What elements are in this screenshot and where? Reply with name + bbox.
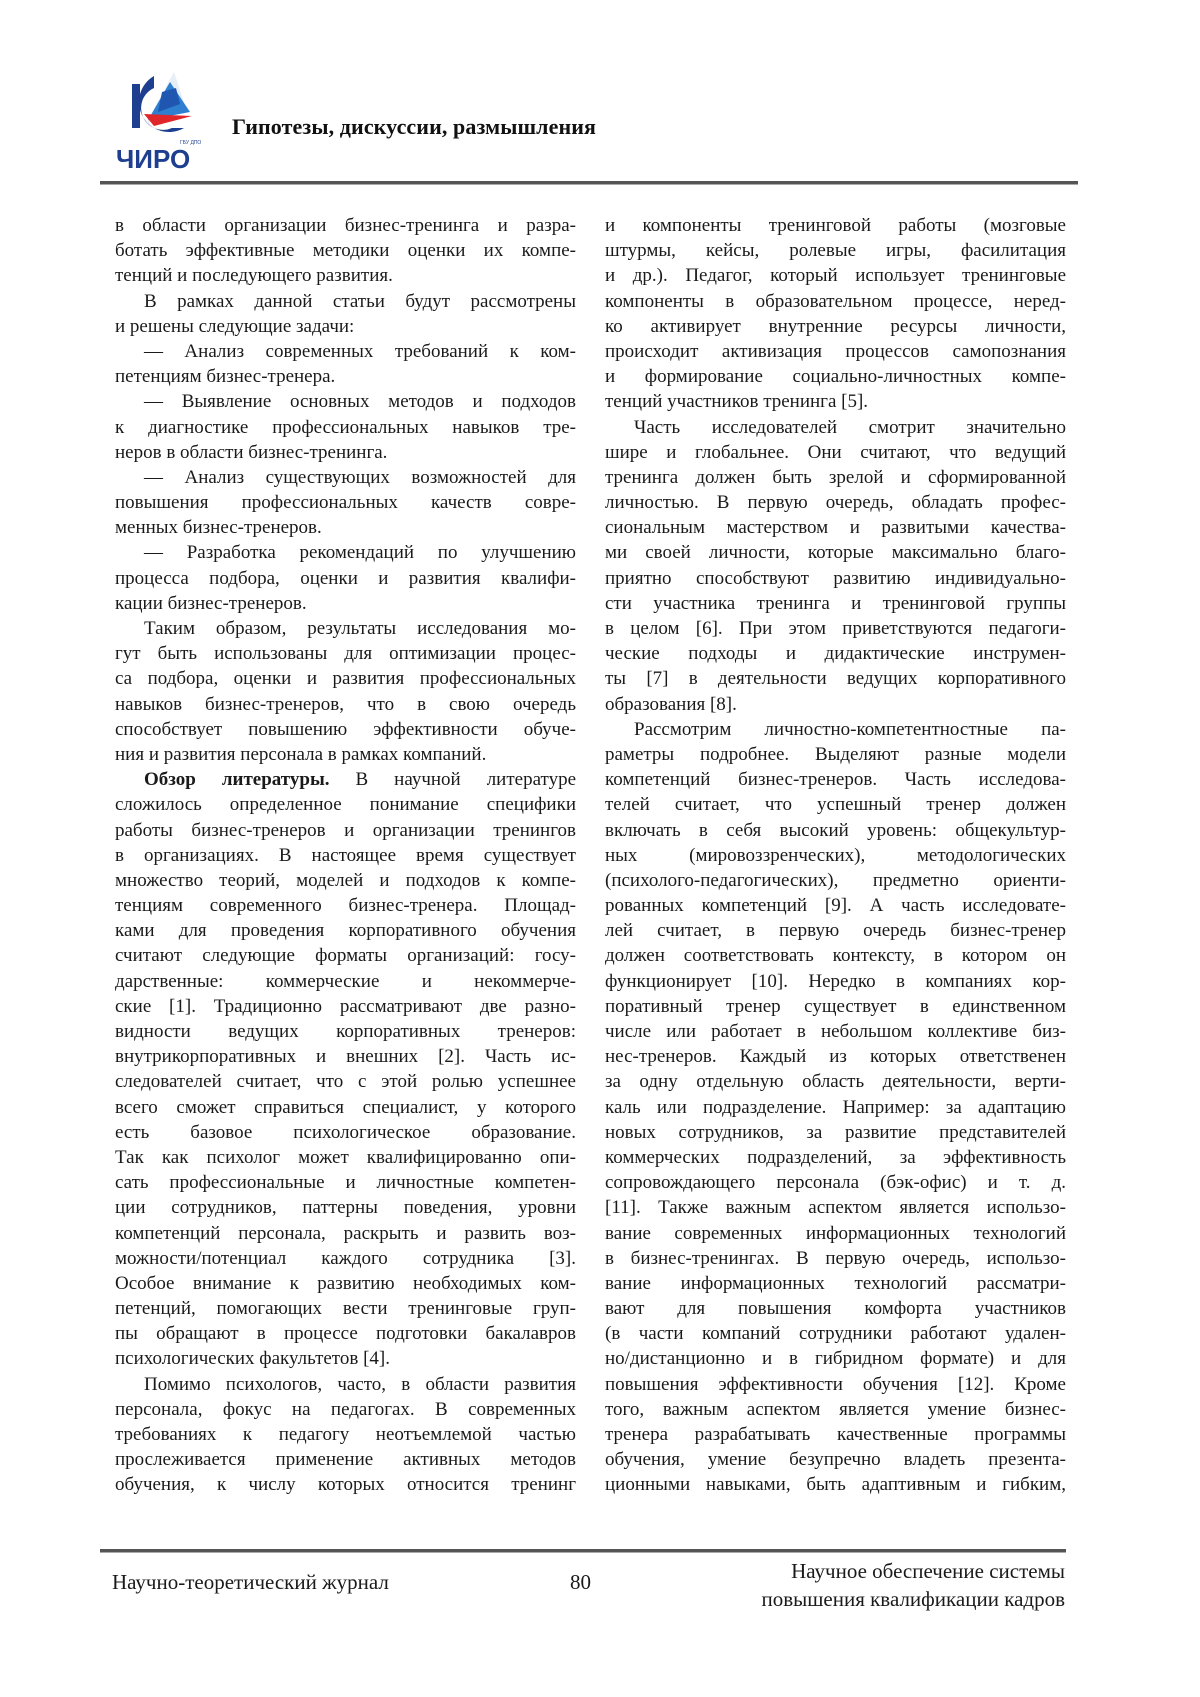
text-line: ко активирует внутренние ресурсы личности, bbox=[605, 314, 1066, 339]
text-line: навыков бизнес-тренеров, что в свою очередь bbox=[115, 692, 576, 717]
text-line: включать в себя высокий уровень: общекультур- bbox=[605, 818, 1066, 843]
text-line: Рассмотрим личностно-компетентностные па- bbox=[605, 717, 1066, 742]
text-line: в бизнес-тренингах. В первую очередь, использо- bbox=[605, 1246, 1066, 1271]
text-line: вание современных информационных технологий bbox=[605, 1221, 1066, 1246]
text-line: происходит активизация процессов самопознания bbox=[605, 339, 1066, 364]
text-line: штурмы, кейсы, ролевые игры, фасилитация bbox=[605, 238, 1066, 263]
paragraph bbox=[115, 767, 576, 1372]
svg-text:ЧИРО: ЧИРО bbox=[116, 144, 190, 172]
text-line: тенциям современного бизнес-тренера. Площад- bbox=[115, 893, 576, 918]
page-number: 80 bbox=[570, 1570, 591, 1595]
text-line: телей считает, что успешный тренер должен bbox=[605, 792, 1066, 817]
paragraph bbox=[605, 213, 1066, 415]
text-line: — Разработка рекомендаций по улучшению bbox=[115, 540, 576, 565]
text-line: сложилось определенное понимание специфики bbox=[115, 792, 576, 817]
text-line: числе или работает в небольшом коллективе биз- bbox=[605, 1019, 1066, 1044]
text-line: но/дистанционно и в гибридном формате) и для bbox=[605, 1346, 1066, 1371]
footer-journal-title bbox=[761, 1557, 1065, 1613]
section-heading-inline: Обзор литературы. bbox=[144, 769, 330, 790]
text-line: видности ведущих корпоративных тренеров: bbox=[115, 1019, 576, 1044]
text-line: ческие подходы и дидактические инструмен- bbox=[605, 641, 1066, 666]
text-line: каль или подразделение. Например: за адаптацию bbox=[605, 1095, 1066, 1120]
text-line: можности/потенциал каждого сотрудника [3]. bbox=[115, 1246, 576, 1271]
text-line: к диагностике профессиональных навыков тре- bbox=[115, 415, 576, 440]
chiro-logo bbox=[114, 68, 206, 172]
text-line: ботать эффективные методики оценки их компе- bbox=[115, 238, 576, 263]
footer-journal-title-line1: Научное обеспечение системы bbox=[761, 1557, 1065, 1585]
text-line: петенциям бизнес-тренера. bbox=[115, 364, 576, 389]
text-line: и компоненты тренинговой работы (мозговые bbox=[605, 213, 1066, 238]
text-line: — Анализ современных требований к ком- bbox=[115, 339, 576, 364]
text-line: следователей считает, что с этой ролью успешнее bbox=[115, 1069, 576, 1094]
text-line: должен соответствовать контексту, в котором он bbox=[605, 943, 1066, 968]
text-line: дарственные: коммерческие и некоммерче- bbox=[115, 969, 576, 994]
paragraph bbox=[115, 389, 576, 465]
text-line: ками для проведения корпоративного обучения bbox=[115, 918, 576, 943]
right-column bbox=[605, 213, 1066, 1498]
footer-journal-type: Научно-теоретический журнал bbox=[112, 1570, 389, 1595]
text-line: ных (мировоззренческих), методологических bbox=[605, 843, 1066, 868]
paragraph bbox=[115, 540, 576, 616]
text-line: менных бизнес-тренеров. bbox=[115, 515, 576, 540]
text-line: обучения, умение безупречно владеть презента- bbox=[605, 1447, 1066, 1472]
text-line: требованиях к педагогу неотъемлемой частью bbox=[115, 1422, 576, 1447]
text-line: пы обращают в процессе подготовки бакалавров bbox=[115, 1321, 576, 1346]
paragraph bbox=[115, 213, 576, 289]
text-line: петенций, помогающих вести тренинговые груп- bbox=[115, 1296, 576, 1321]
left-column bbox=[115, 213, 576, 1498]
text-line: тренинга должен быть зрелой и сформированной bbox=[605, 465, 1066, 490]
paragraph bbox=[115, 465, 576, 541]
text-line: поративный тренер существует в единственном bbox=[605, 994, 1066, 1019]
text-line: повышения эффективности обучения [12]. Кроме bbox=[605, 1372, 1066, 1397]
footer-journal-title-line2: повышения квалификации кадров bbox=[761, 1585, 1065, 1613]
text-line: в области организации бизнес-тренинга и разра- bbox=[115, 213, 576, 238]
text-line: шире и глобальнее. Они считают, что ведущий bbox=[605, 440, 1066, 465]
header-divider bbox=[100, 181, 1078, 185]
text-line: ционными навыками, быть адаптивным и гибким, bbox=[605, 1472, 1066, 1497]
text-line: персонала, фокус на педагогах. В современных bbox=[115, 1397, 576, 1422]
text-line: тренера разрабатывать качественные программы bbox=[605, 1422, 1066, 1447]
text-line: компетенций персонала, раскрыть и развить воз- bbox=[115, 1221, 576, 1246]
text-line: сти участника тренинга и тренинговой группы bbox=[605, 591, 1066, 616]
svg-text:ГБУ ДПО: ГБУ ДПО bbox=[180, 140, 201, 146]
text-line: и др.). Педагог, который использует тренинговые bbox=[605, 263, 1066, 288]
text-line: прослеживается применение активных методов bbox=[115, 1447, 576, 1472]
text-line: ские [1]. Традиционно рассматривают две разно- bbox=[115, 994, 576, 1019]
text-line: за одну отдельную область деятельности, верти- bbox=[605, 1069, 1066, 1094]
text-line: вают для повышения комфорта участников bbox=[605, 1296, 1066, 1321]
text-line: рованных компетенций [9]. А часть исследовате- bbox=[605, 893, 1066, 918]
text-line: раметры подробнее. Выделяют разные модели bbox=[605, 742, 1066, 767]
text-line: в организациях. В настоящее время существует bbox=[115, 843, 576, 868]
text-line: нес-тренеров. Каждый из которых ответственен bbox=[605, 1044, 1066, 1069]
text-line bbox=[115, 767, 576, 792]
text-line: есть базовое психологическое образование. bbox=[115, 1120, 576, 1145]
text-line: Так как психолог может квалифицированно опи- bbox=[115, 1145, 576, 1170]
text-line: считают следующие форматы организаций: госу- bbox=[115, 943, 576, 968]
text-line: компоненты в образовательном процессе, неред- bbox=[605, 289, 1066, 314]
text-line: [11]. Также важным аспектом является использо- bbox=[605, 1195, 1066, 1220]
text-line: Таким образом, результаты исследования мо- bbox=[115, 616, 576, 641]
text-line: всего сможет справиться специалист, у которого bbox=[115, 1095, 576, 1120]
text-line: процесса подбора, оценки и развития квалифи- bbox=[115, 566, 576, 591]
text-line: ми своей личности, которые максимально благо- bbox=[605, 540, 1066, 565]
section-title: Гипотезы, дискуссии, размышления bbox=[232, 114, 596, 140]
text-line: (в части компаний сотрудники работают удален- bbox=[605, 1321, 1066, 1346]
paragraph bbox=[605, 415, 1066, 717]
text-line: того, важным аспектом является умение бизнес- bbox=[605, 1397, 1066, 1422]
text-line: и формирование социально-личностных компе- bbox=[605, 364, 1066, 389]
text-line: В рамках данной статьи будут рассмотрены bbox=[115, 289, 576, 314]
paragraph bbox=[115, 616, 576, 767]
text-line: тенций и последующего развития. bbox=[115, 263, 576, 288]
text-line: компетенций бизнес-тренеров. Часть исследова- bbox=[605, 767, 1066, 792]
text-line: — Анализ существующих возможностей для bbox=[115, 465, 576, 490]
text-line: образования [8]. bbox=[605, 692, 1066, 717]
logo-emblem-icon bbox=[114, 68, 206, 172]
text-line: Часть исследователей смотрит значительно bbox=[605, 415, 1066, 440]
text-line: ния и развития персонала в рамках компаний. bbox=[115, 742, 576, 767]
paragraph bbox=[115, 339, 576, 389]
text-line: повышения профессиональных качеств совре- bbox=[115, 490, 576, 515]
text-line: коммерческих подразделений, за эффективность bbox=[605, 1145, 1066, 1170]
text-line: способствует повышению эффективности обуче- bbox=[115, 717, 576, 742]
text-line: множество теорий, моделей и подходов к компе- bbox=[115, 868, 576, 893]
text-line: Особое внимание к развитию необходимых ком- bbox=[115, 1271, 576, 1296]
text-line: вание информационных технологий рассматри- bbox=[605, 1271, 1066, 1296]
text-line: сать профессиональные и личностные компетен- bbox=[115, 1170, 576, 1195]
footer-divider bbox=[100, 1549, 1066, 1553]
text-line: в целом [6]. При этом приветствуются педагоги- bbox=[605, 616, 1066, 641]
text-line: тенций участников тренинга [5]. bbox=[605, 389, 1066, 414]
text-line: лей считает, в первую очередь бизнес-тренер bbox=[605, 918, 1066, 943]
text-line: — Выявление основных методов и подходов bbox=[115, 389, 576, 414]
text-line: ции сотрудников, паттерны поведения, уровни bbox=[115, 1195, 576, 1220]
text-line: са подбора, оценки и развития профессиональных bbox=[115, 666, 576, 691]
text-line: кации бизнес-тренеров. bbox=[115, 591, 576, 616]
text-line: сопровождающего персонала (бэк-офис) и т. д. bbox=[605, 1170, 1066, 1195]
text-span: В научной литературе bbox=[330, 769, 576, 790]
text-line: работы бизнес-тренеров и организации тренингов bbox=[115, 818, 576, 843]
text-line: личностью. В первую очередь, обладать профес- bbox=[605, 490, 1066, 515]
paragraph bbox=[115, 289, 576, 339]
text-line: обучения, к числу которых относится тренинг bbox=[115, 1472, 576, 1497]
paragraph bbox=[115, 1372, 576, 1498]
text-line: ты [7] в деятельности ведущих корпоративного bbox=[605, 666, 1066, 691]
paragraph bbox=[605, 717, 1066, 1498]
text-line: психологических факультетов [4]. bbox=[115, 1346, 576, 1371]
text-line: приятно способствуют развитию индивидуально- bbox=[605, 566, 1066, 591]
text-line: гут быть использованы для оптимизации процес- bbox=[115, 641, 576, 666]
text-line: сиональным мастерством и развитыми качества- bbox=[605, 515, 1066, 540]
text-line: новых сотрудников, за развитие представителей bbox=[605, 1120, 1066, 1145]
text-line: неров в области бизнес-тренинга. bbox=[115, 440, 576, 465]
text-line: (психолого-педагогических), предметно ориенти- bbox=[605, 868, 1066, 893]
text-line: Помимо психологов, часто, в области развития bbox=[115, 1372, 576, 1397]
text-line: и решены следующие задачи: bbox=[115, 314, 576, 339]
text-line: внутрикорпоративных и внешних [2]. Часть ис- bbox=[115, 1044, 576, 1069]
text-line: функционирует [10]. Нередко в компаниях кор- bbox=[605, 969, 1066, 994]
